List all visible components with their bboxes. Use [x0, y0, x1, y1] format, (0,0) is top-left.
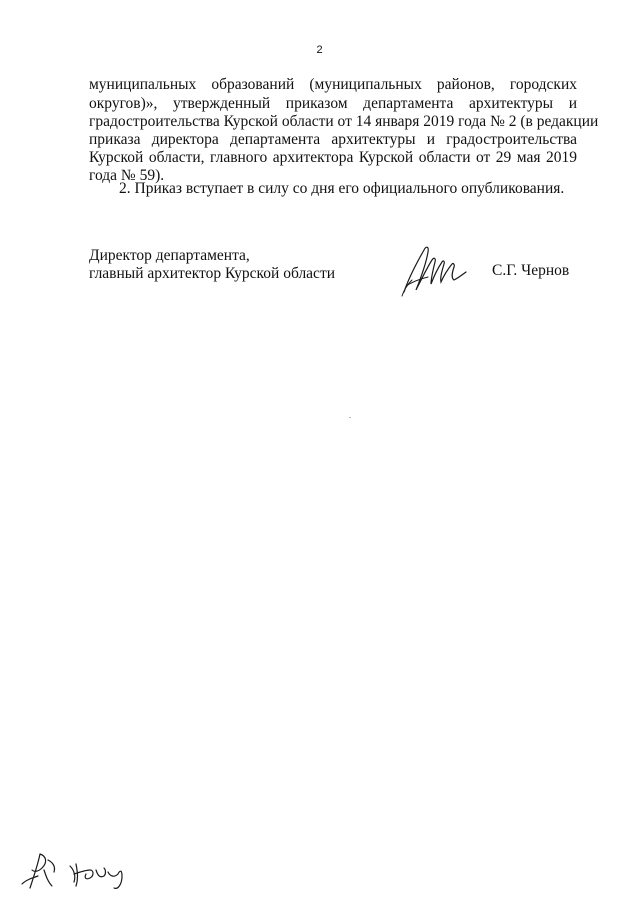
body-text-line: градостроительства Курской области от 14 января 2019 года № 2 (в редакции — [89, 113, 599, 130]
body-text-line: муниципальных образований (муниципальных районов, городских — [89, 76, 577, 93]
signatory-name: С.Г. Чернов — [492, 262, 570, 279]
signatory-position-line-1: Директор департамента, — [89, 247, 250, 264]
body-text-line: округов)», утвержденный приказом департамента архитектуры и — [89, 95, 577, 112]
body-text-line: приказа директора департамента архитектуры и градостроительства — [89, 131, 577, 148]
body-text-line: года № 59). — [89, 167, 165, 184]
handwritten-signature — [398, 240, 468, 298]
paragraph-2: 2. Приказ вступает в силу со дня его официального опубликования. — [119, 180, 565, 197]
handwritten-initials — [18, 846, 138, 894]
page-number: 2 — [316, 44, 323, 56]
scan-speck — [349, 417, 351, 418]
signatory-position-line-2: главный архитектор Курской области — [89, 265, 336, 282]
body-text-line: Курской области, главного архитектора Курской области от 29 мая 2019 — [89, 149, 577, 166]
